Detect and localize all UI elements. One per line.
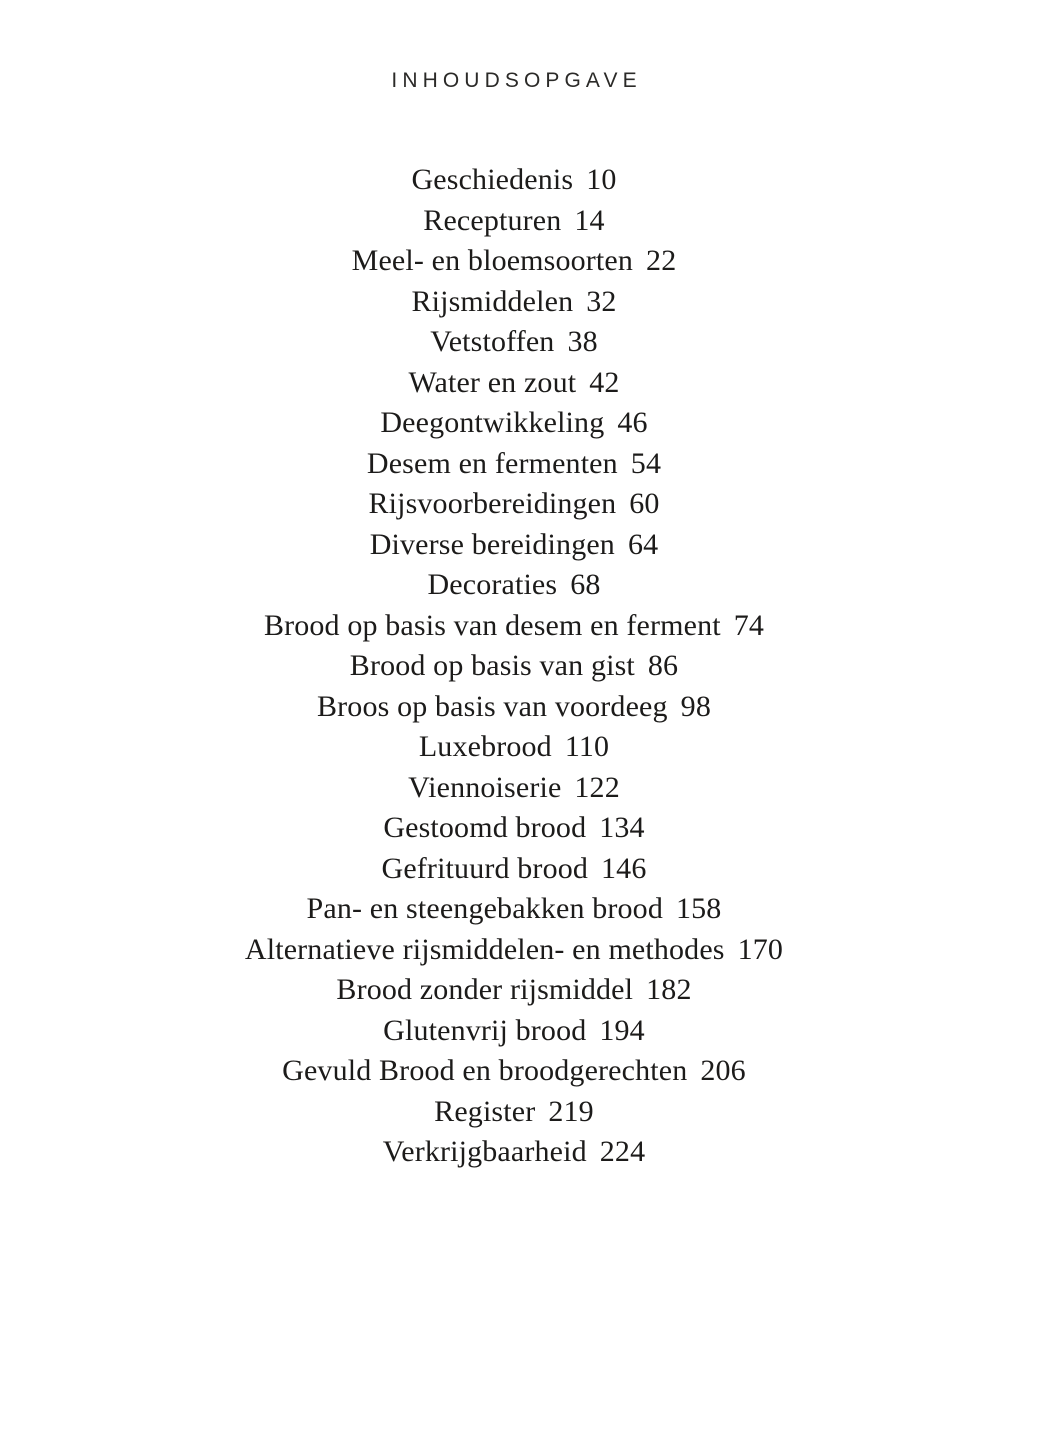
toc-entry-title: Vetstoffen <box>430 325 555 358</box>
toc-entry-title: Verkrijgbaarheid <box>382 1135 587 1168</box>
toc-entry[interactable] <box>0 889 1028 930</box>
toc-entry[interactable] <box>0 403 1028 444</box>
toc-entry-title: Brood op basis van desem en ferment <box>263 608 721 642</box>
toc-entry-page-number: 46 <box>617 406 648 439</box>
toc-entry[interactable] <box>0 646 1028 687</box>
toc-entry-page-number: 194 <box>599 1013 645 1047</box>
toc-entry-page-number: 170 <box>737 932 784 966</box>
toc-entry-page-number: 42 <box>589 365 620 399</box>
toc-entry[interactable] <box>0 322 1028 363</box>
toc-entry-title: Desem en fermenten <box>366 446 618 480</box>
toc-entry-page-number: 182 <box>646 973 692 1006</box>
toc-entry-title: Viennoiserie <box>408 770 562 804</box>
toc-entry-title: Gefrituurd brood <box>381 851 589 885</box>
toc-entry-page-number: 68 <box>570 568 601 601</box>
toc-entry-title: Diverse bereidingen <box>369 527 615 561</box>
toc-entry-title: Decoraties <box>427 568 558 601</box>
toc-entry-title: Deegontwikkeling <box>380 406 605 439</box>
toc-entry-page-number: 64 <box>627 527 659 561</box>
toc-entry-title: Register <box>434 1094 536 1128</box>
page-title: INHOUDSOPGAVE <box>391 69 642 93</box>
toc-entry[interactable] <box>0 970 1028 1011</box>
toc-entry-title: Gevuld Brood en broodgerechten <box>282 1054 688 1087</box>
toc-entry[interactable] <box>0 606 1028 647</box>
toc-entry-title: Luxebrood <box>418 730 552 763</box>
toc-entry[interactable] <box>0 565 1028 606</box>
toc-entry-page-number: 22 <box>646 244 677 277</box>
toc-entry-page-number: 32 <box>586 284 617 318</box>
toc-entry[interactable] <box>0 525 1028 566</box>
toc-entry-page-number: 219 <box>548 1094 594 1128</box>
toc-entry[interactable] <box>0 201 1028 242</box>
toc-entry-page-number: 158 <box>675 892 722 925</box>
toc-entry-title: Pan- en steengebakken brood <box>306 892 663 925</box>
toc-entry-page-number: 206 <box>700 1054 746 1087</box>
toc-entry-page-number: 224 <box>599 1135 646 1168</box>
toc-entry-page-number: 122 <box>574 770 620 804</box>
toc-entry[interactable] <box>0 687 1028 728</box>
toc-entry[interactable] <box>0 363 1028 404</box>
toc-entry-title: Recepturen <box>423 203 562 237</box>
toc-entry[interactable] <box>0 1051 1028 1092</box>
toc-entry-page-number: 54 <box>630 446 662 480</box>
toc-entry-page-number: 134 <box>599 811 645 844</box>
toc-entry[interactable] <box>0 160 1028 201</box>
toc-list <box>0 160 1028 1173</box>
toc-entry[interactable] <box>0 241 1028 282</box>
toc-entry-title: Gestoomd brood <box>383 811 587 844</box>
toc-entry[interactable] <box>0 444 1028 485</box>
toc-entry-page-number: 110 <box>564 730 610 763</box>
toc-entry[interactable] <box>0 282 1028 323</box>
toc-entry-page-number: 10 <box>586 163 617 196</box>
toc-entry[interactable] <box>0 930 1028 971</box>
toc-entry-page-number: 38 <box>567 325 598 358</box>
toc-entry[interactable] <box>0 849 1028 890</box>
toc-entry[interactable] <box>0 768 1028 809</box>
toc-entry-page-number: 86 <box>647 649 679 682</box>
toc-entry-page-number: 98 <box>680 689 711 723</box>
toc-entry-title: Brood zonder rijsmiddel <box>336 973 634 1006</box>
toc-entry[interactable] <box>0 808 1028 849</box>
toc-entry[interactable] <box>0 484 1028 525</box>
toc-entry-title: Glutenvrij brood <box>383 1013 587 1047</box>
toc-entry-title: Geschiedenis <box>411 163 574 196</box>
toc-entry-title: Water en zout <box>408 365 577 399</box>
toc-entry-page-number: 60 <box>629 487 660 520</box>
toc-entry-title: Alternatieve rijsmiddelen- en methodes <box>244 932 725 966</box>
toc-entry-page-number: 74 <box>733 608 765 642</box>
toc-entry-page-number: 146 <box>601 851 647 885</box>
toc-entry[interactable] <box>0 1132 1028 1173</box>
toc-entry-page-number: 14 <box>574 203 605 237</box>
toc-entry-title: Rijsvoorbereidingen <box>368 487 617 520</box>
toc-entry[interactable] <box>0 1092 1028 1133</box>
toc-entry-title: Broos op basis van voordeeg <box>317 689 668 723</box>
toc-entry-title: Meel- en bloemsoorten <box>351 244 634 277</box>
toc-entry[interactable] <box>0 727 1028 768</box>
toc-entry-title: Brood op basis van gist <box>349 649 635 682</box>
toc-entry-title: Rijsmiddelen <box>411 284 574 318</box>
toc-entry[interactable] <box>0 1011 1028 1052</box>
